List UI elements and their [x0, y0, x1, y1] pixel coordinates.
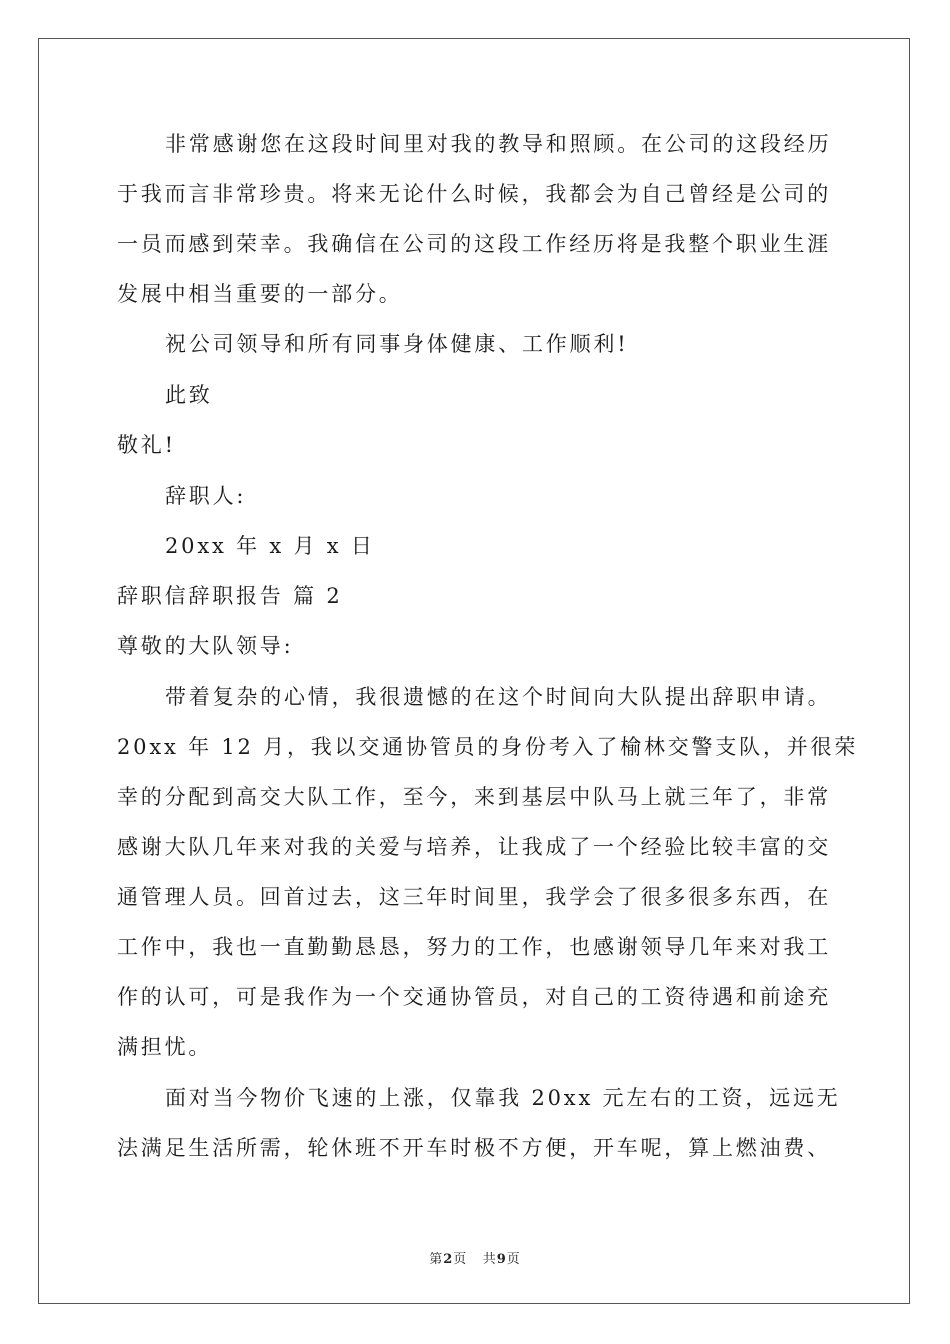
recipient-salutation: 尊敬的大队领导:	[117, 634, 294, 658]
total-unit: 页	[506, 1252, 521, 1267]
paragraph-line: 作的认可，可是我作为一个交通协管员，对自己的工资待遇和前途充	[117, 985, 831, 1009]
paragraph-line: 面对当今物价飞速的上涨，仅靠我 20xx 元左右的工资，远远无	[165, 1086, 841, 1110]
page-prefix: 第	[429, 1252, 444, 1267]
paragraph-line: 工作中，我也一直勤勤恳恳，努力的工作，也感谢领导几年来对我工	[117, 935, 831, 959]
page-unit: 页	[453, 1252, 468, 1267]
closing-salutation: 此致	[165, 383, 213, 407]
total-prefix: 共	[482, 1252, 497, 1267]
paragraph-line: 一员而感到荣幸。我确信在公司的这段工作经历将是我整个职业生涯	[117, 232, 831, 256]
paragraph-line: 感谢大队几年来对我的关爱与培养，让我成了一个经验比较丰富的交	[117, 835, 831, 859]
paragraph-line: 于我而言非常珍贵。将来无论什么时候，我都会为自己曾经是公司的	[117, 182, 831, 206]
paragraph-line: 非常感谢您在这段时间里对我的教导和照顾。在公司的这段经历	[165, 132, 832, 156]
page-footer	[0, 1248, 950, 1267]
paragraph-line: 幸的分配到高交大队工作，至今，来到基层中队马上就三年了，非常	[117, 785, 831, 809]
paragraph-line: 20xx 年 12 月，我以交通协管员的身份考入了榆林交警支队，并很荣	[117, 735, 859, 759]
page-total: 9	[496, 1252, 507, 1267]
signature-label: 辞职人:	[165, 484, 247, 508]
paragraph-line: 发展中相当重要的一部分。	[117, 282, 403, 306]
page-current: 2	[443, 1252, 454, 1267]
paragraph-line: 法满足生活所需，轮休班不开车时极不方便，开车呢，算上燃油费、	[117, 1136, 831, 1160]
paragraph-line: 满担忧。	[117, 1035, 213, 1059]
section-title: 辞职信辞职报告 篇 2	[117, 584, 343, 608]
paragraph-line: 带着复杂的心情，我很遗憾的在这个时间向大队提出辞职申请。	[165, 685, 832, 709]
paragraph-line: 祝公司领导和所有同事身体健康、工作顺利!	[165, 332, 629, 356]
paragraph-line: 通管理人员。回首过去，这三年时间里，我学会了很多很多东西，在	[117, 885, 831, 909]
date-line: 20xx 年 x 月 x 日	[165, 534, 375, 558]
closing-greeting: 敬礼!	[117, 433, 176, 457]
